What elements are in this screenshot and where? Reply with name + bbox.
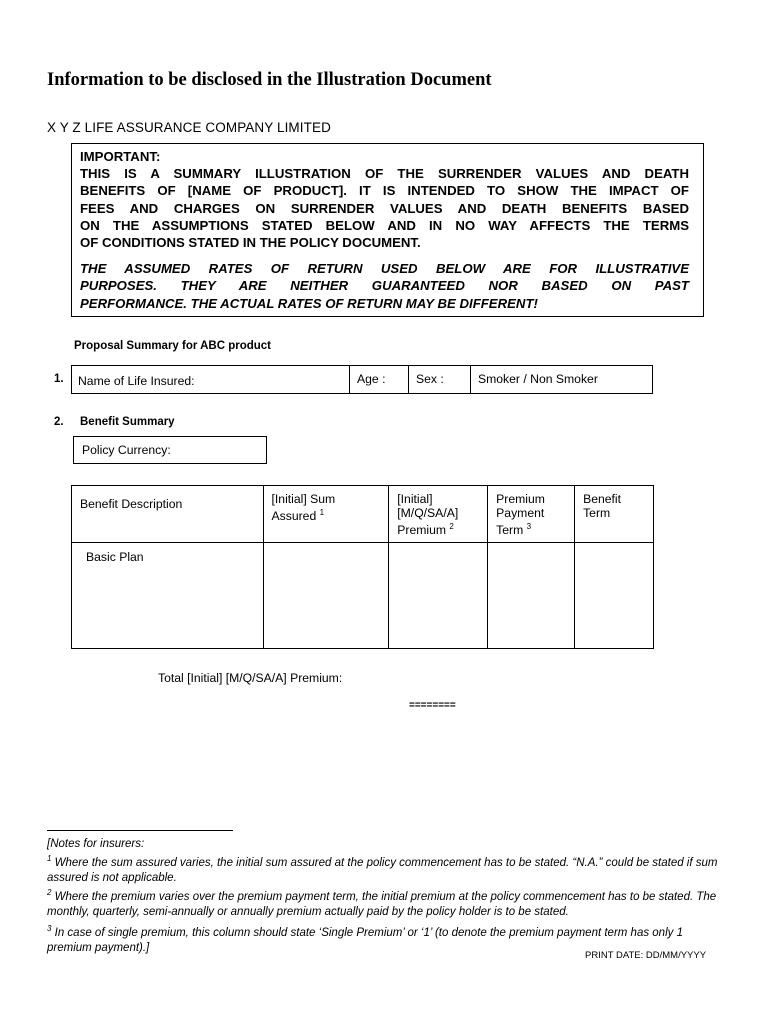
item-number-1: 1.	[54, 373, 64, 385]
col-ppt-line-3: Term	[496, 523, 524, 538]
footnote-1-text: Where the sum assured varies, the initial sum assured at the policy commencement has to be stated. “N.A.” could be stated if sum assured is not applicable.	[47, 856, 718, 884]
benefit-table-header	[72, 486, 654, 543]
footnote-ref-2: 2	[449, 522, 454, 531]
footnote-2-text: Where the premium varies over the premium payment term, the initial premium at the policy commencement has to be stated. The monthly, quarterly, semi-annually or annually premium actually paid by the policy holder is to be stated.	[47, 890, 717, 918]
total-underline: ========	[409, 700, 456, 711]
basic-plan-cell	[72, 543, 264, 649]
col-premium	[389, 486, 488, 543]
notes-intro: [Notes for insurers:	[47, 838, 145, 850]
disclaimer-line-1: THE ASSUMED RATES OF RETURN USED BELOW ARE FOR ILLUSTRATIVE	[80, 261, 689, 277]
basic-plan-ppt-cell	[488, 543, 575, 649]
table-row	[72, 543, 654, 649]
col-premium-line-1: [Initial]	[397, 492, 433, 506]
col-benefit-term	[575, 486, 654, 543]
footnote-ref-1: 1	[319, 508, 325, 517]
benefit-table	[71, 485, 654, 649]
important-line-1: THIS IS A SUMMARY ILLUSTRATION OF THE SURRENDER VALUES AND DEATH	[80, 166, 689, 182]
col-premium-line-3: Premium	[397, 523, 447, 538]
footnote-1	[47, 851, 725, 886]
important-line-3: FEES AND CHARGES ON SURRENDER VALUES AND DEATH BENEFITS BASED	[80, 200, 689, 216]
item-number-2: 2.	[54, 416, 64, 428]
company-name: X Y Z LIFE ASSURANCE COMPANY LIMITED	[47, 120, 331, 135]
important-line-4: ON THE ASSUMPTIONS STATED BELOW AND IN NO WAY AFFECTS THE TERMS	[80, 217, 689, 233]
proposal-summary-heading: Proposal Summary for ABC product	[74, 340, 272, 352]
print-date: PRINT DATE: DD/MM/YYYY	[585, 950, 707, 961]
footnote-2-marker: 2	[47, 888, 52, 897]
basic-plan-premium-cell	[389, 543, 488, 649]
policy-currency-label: Policy Currency:	[82, 443, 171, 457]
col-sum-assured-line-1: [Initial] Sum	[271, 492, 336, 506]
col-premium-payment-term	[488, 486, 575, 543]
policy-currency-field	[73, 436, 267, 464]
footnote-3-text: In case of single premium, this column should state ‘Single Premium’ or ‘1’ (to denote the premium payment term has only 1 premium payment).]	[47, 926, 683, 954]
footnote-3-marker: 3	[47, 924, 52, 933]
total-premium-label: Total [Initial] [M/Q/SA/A] Premium:	[158, 671, 343, 685]
basic-plan-sum-assured-cell	[263, 543, 389, 649]
col-sum-assured-line-2: Assured	[271, 509, 317, 524]
important-line-5: OF CONDITIONS STATED IN THE POLICY DOCUMENT.	[80, 235, 421, 251]
disclaimer-line-3: PERFORMANCE. THE ACTUAL RATES OF RETURN MAY BE DIFFERENT!	[80, 295, 538, 311]
footnote-2	[47, 885, 725, 920]
col-benefit-term-line-1: Benefit	[583, 492, 622, 506]
col-benefit-description	[72, 486, 264, 543]
disclaimer-line-2: PURPOSES. THEY ARE NEITHER GUARANTEED NOR BASED ON PAST	[80, 278, 689, 294]
basic-plan-benefit-term-cell	[575, 543, 654, 649]
col-benefit-description-label: Benefit Description	[80, 497, 183, 511]
col-ppt-line-2: Payment	[496, 506, 545, 520]
footnote-1-marker: 1	[47, 854, 52, 863]
footnote-divider	[47, 830, 233, 831]
col-ppt-line-1: Premium	[496, 492, 545, 506]
benefit-summary-heading: Benefit Summary	[80, 416, 175, 428]
important-heading: IMPORTANT:	[80, 149, 161, 164]
important-line-2: BENEFITS OF [NAME OF PRODUCT]. IT IS INTENDED TO SHOW THE IMPACT OF	[80, 183, 689, 199]
smoker-status-field: Smoker / Non Smoker	[478, 372, 598, 386]
important-notice-box	[71, 143, 704, 317]
name-of-life-insured-field: Name of Life Insured:	[78, 374, 195, 388]
col-premium-line-2: [M/Q/SA/A]	[397, 506, 459, 520]
insured-details-row	[71, 365, 653, 394]
page-title: Information to be disclosed in the Illustration Document	[47, 70, 492, 90]
footnote-ref-3: 3	[526, 522, 532, 531]
age-field: Age :	[357, 372, 386, 386]
col-sum-assured	[263, 486, 389, 543]
col-benefit-term-line-2: Term	[583, 506, 611, 520]
sex-field: Sex :	[416, 372, 444, 386]
basic-plan-label: Basic Plan	[86, 550, 144, 564]
